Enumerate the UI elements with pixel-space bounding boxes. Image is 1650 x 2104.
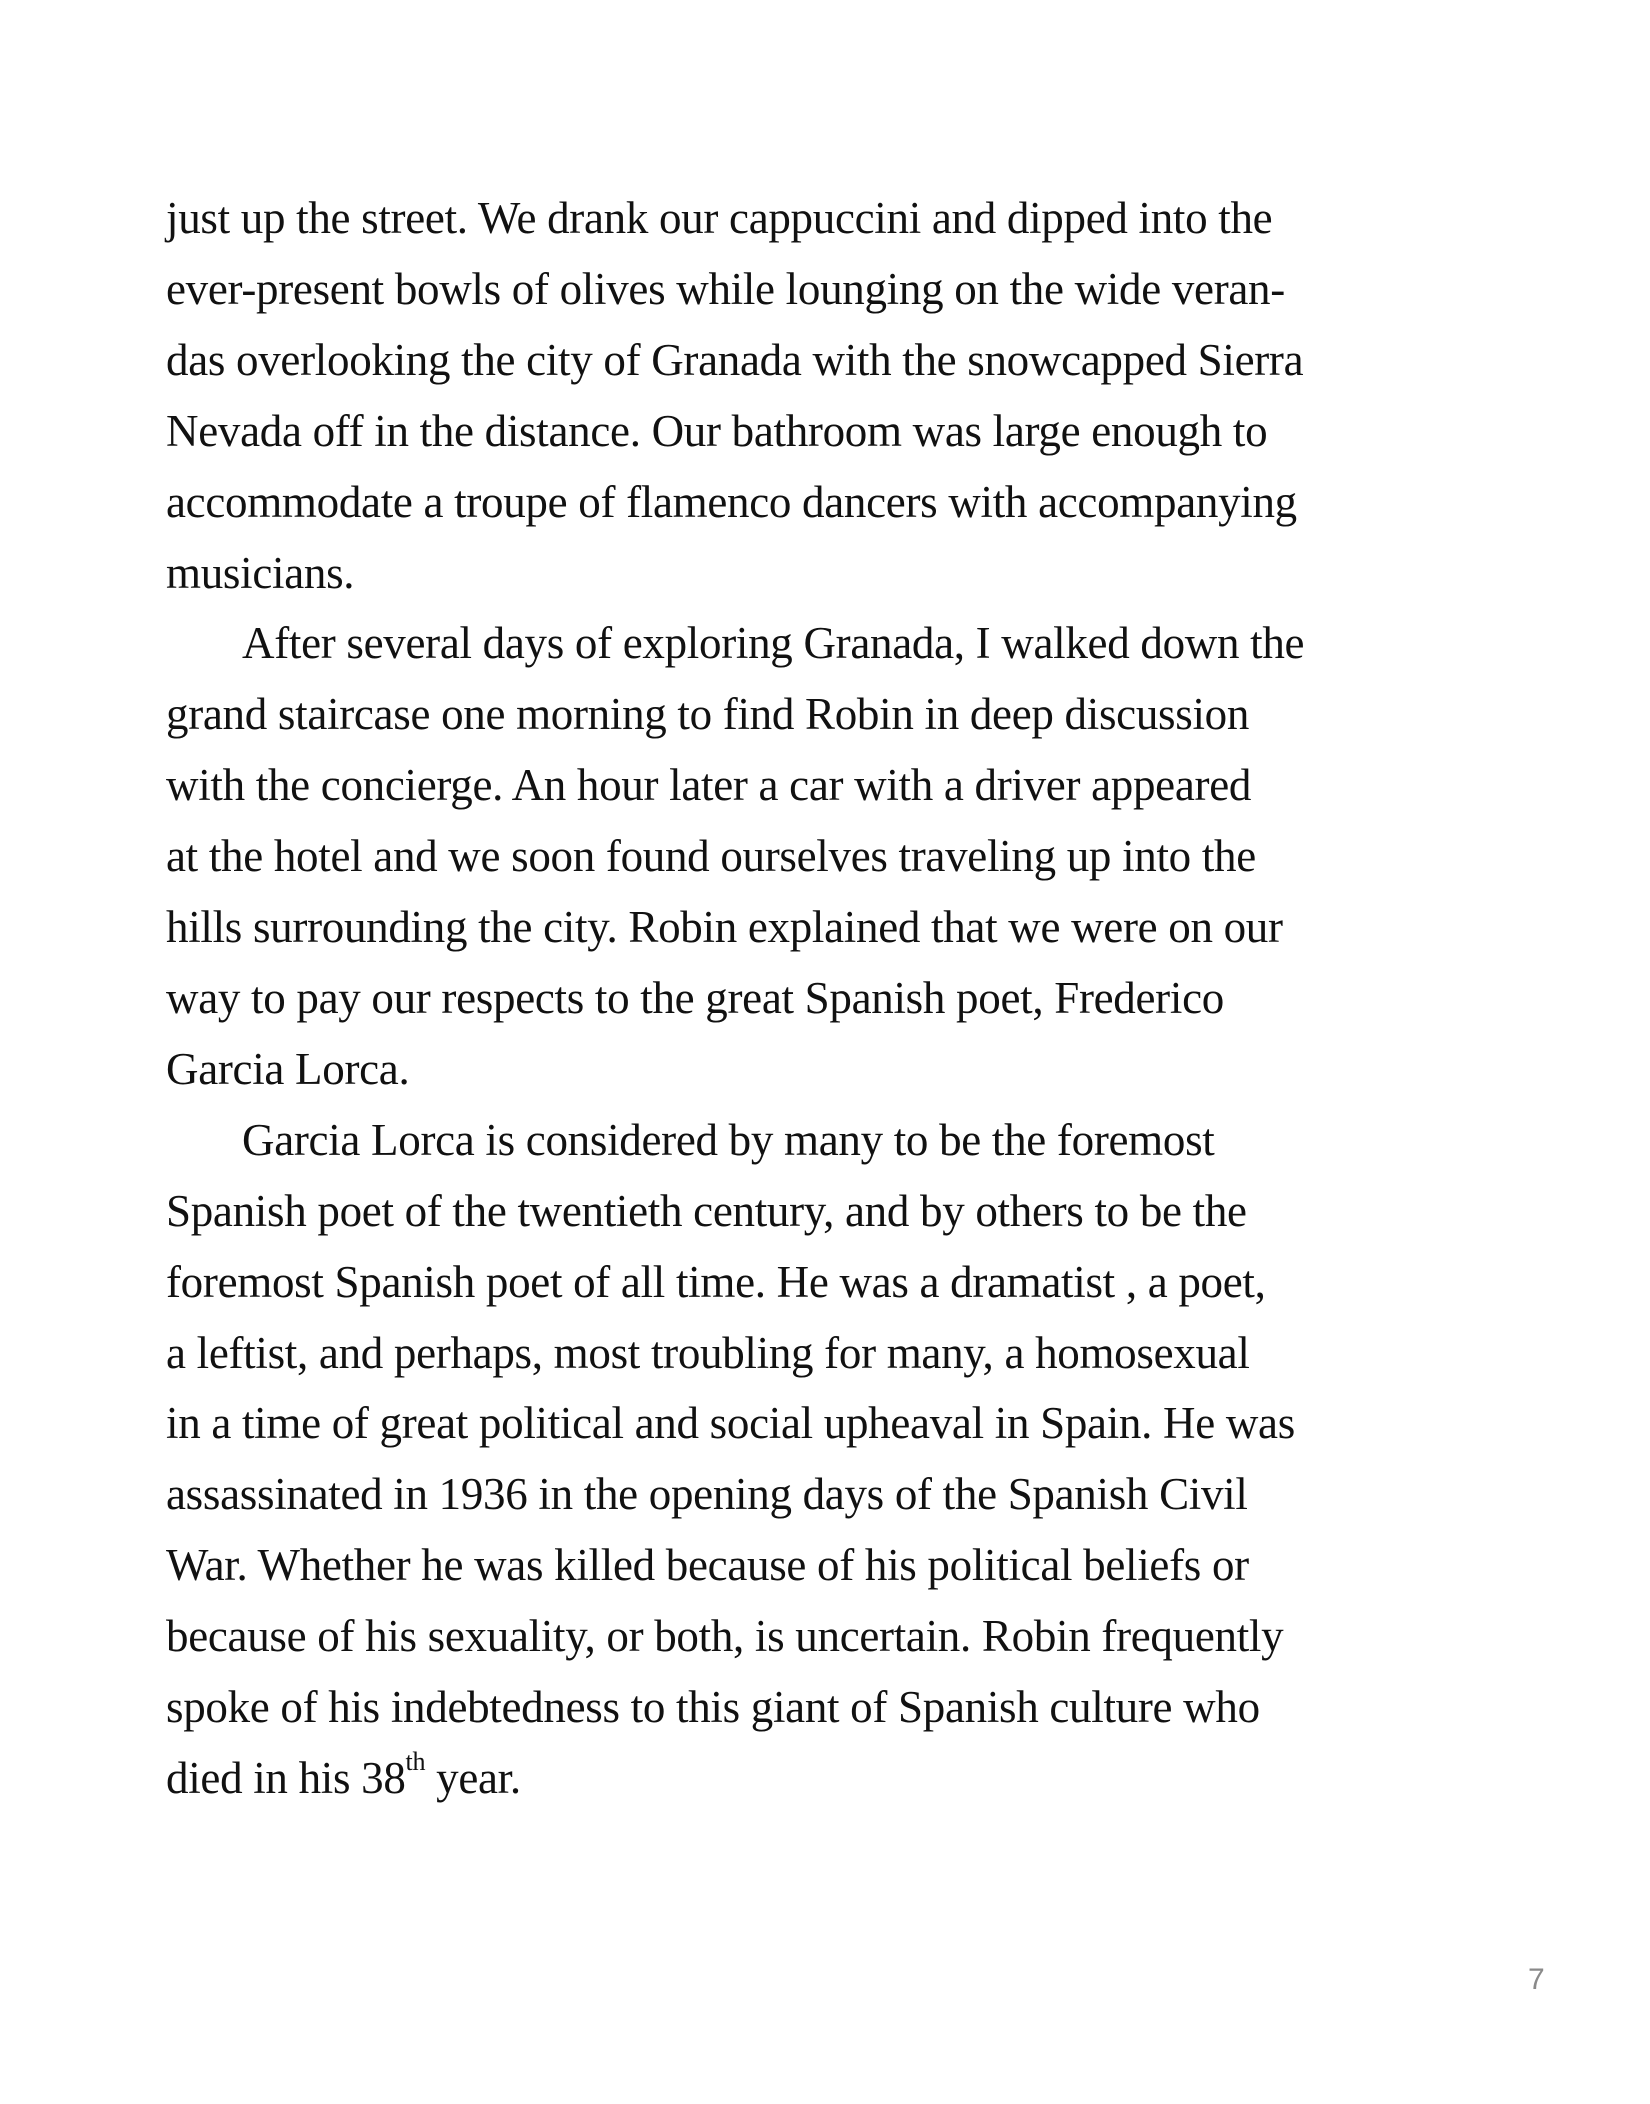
page-number: 7 bbox=[1528, 1963, 1545, 1996]
text-line: way to pay our respects to the great Spanish poet, Frederico bbox=[166, 972, 1224, 1023]
text-line: because of his sexuality, or both, is uncertain. Robin frequently bbox=[166, 1611, 1284, 1662]
text-line: grand staircase one morning to find Robin in deep discussion bbox=[166, 689, 1250, 740]
text-line: das overlooking the city of Granada with the snowcapped Sierra bbox=[166, 334, 1304, 385]
text-line: hills surrounding the city. Robin explained that we were on our bbox=[166, 902, 1283, 953]
text-line: assassinated in 1936 in the opening days of the Spanish Civil bbox=[166, 1469, 1248, 1520]
text-line: accommodate a troupe of flamenco dancers with accompanying bbox=[166, 476, 1297, 527]
paragraph-2 bbox=[166, 608, 1486, 1104]
text-run: year. bbox=[425, 1752, 521, 1803]
text-line: ever-present bowls of olives while lounging on the wide veran- bbox=[166, 263, 1285, 314]
text-line: musicians. bbox=[166, 547, 355, 598]
text-line-indented: After several days of exploring Granada, I walked down the bbox=[242, 618, 1305, 669]
text-line: foremost Spanish poet of all time. He was a dramatist , a poet, bbox=[166, 1256, 1266, 1307]
text-line: Garcia Lorca. bbox=[166, 1043, 410, 1094]
text-line: a leftist, and perhaps, most troubling for many, a homosexual bbox=[166, 1327, 1250, 1378]
text-line: spoke of his indebtedness to this giant of Spanish culture who bbox=[166, 1682, 1260, 1733]
paragraph-3 bbox=[166, 1105, 1486, 1814]
text-line: Spanish poet of the twentieth century, and by others to be the bbox=[166, 1185, 1247, 1236]
text-line: War. Whether he was killed because of his political beliefs or bbox=[166, 1540, 1249, 1591]
text-line-last bbox=[166, 1743, 1486, 1814]
text-line: Nevada off in the distance. Our bathroom was large enough to bbox=[166, 405, 1268, 456]
paragraph-1 bbox=[166, 183, 1486, 608]
text-run: died in his 38 bbox=[166, 1752, 406, 1803]
text-line: in a time of great political and social upheaval in Spain. He was bbox=[166, 1398, 1295, 1449]
text-line: at the hotel and we soon found ourselves traveling up into the bbox=[166, 831, 1256, 882]
text-line: just up the street. We drank our cappuccini and dipped into the bbox=[166, 193, 1273, 243]
ordinal-superscript: th bbox=[405, 1746, 426, 1776]
text-line-indented: Garcia Lorca is considered by many to be the foremost bbox=[242, 1114, 1215, 1165]
body-text bbox=[166, 183, 1486, 1814]
text-line: with the concierge. An hour later a car with a driver appeared bbox=[166, 760, 1252, 811]
